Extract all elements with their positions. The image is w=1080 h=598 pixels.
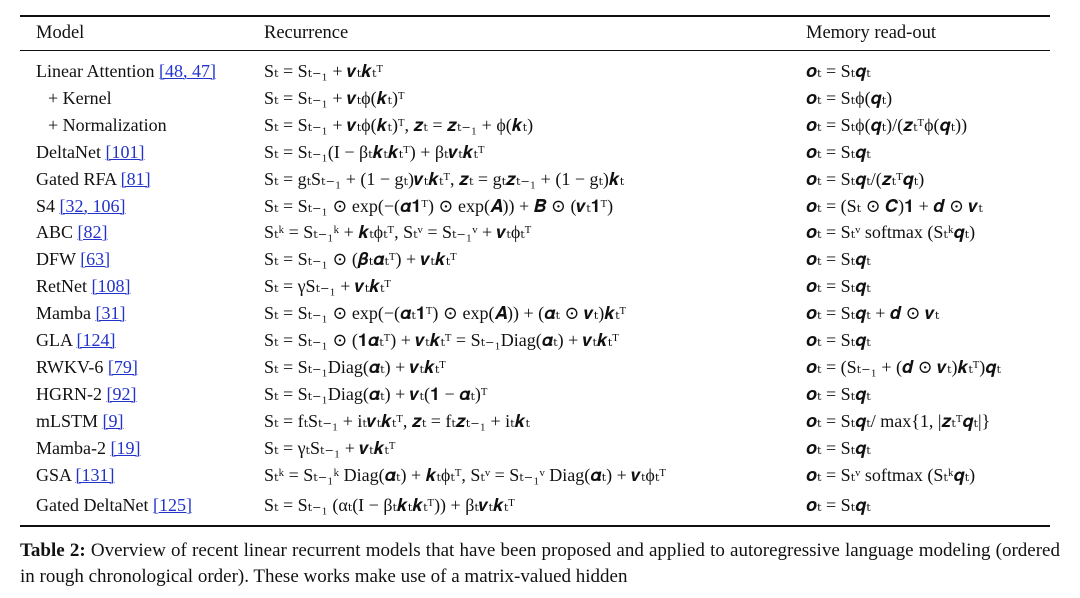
citation-link[interactable]: [101]	[105, 141, 145, 162]
citation-link[interactable]: [131]	[75, 464, 115, 485]
model-cell	[36, 85, 112, 111]
readout-cell: 𝒐ₜ = (Sₜ ⊙ 𝑪)𝟏 + 𝒅 ⊙ 𝒗ₜ	[806, 195, 983, 216]
readout-cell: 𝒐ₜ = Sₜ𝒒ₜ	[806, 330, 871, 350]
table-caption	[20, 538, 1060, 590]
citation-link[interactable]: [79]	[107, 356, 138, 377]
model-name: DeltaNet	[36, 141, 101, 162]
citation-link[interactable]: [19]	[110, 437, 141, 458]
table-row	[20, 58, 1050, 84]
table-row	[20, 408, 1050, 434]
recurrence-cell: Sₜ = Sₜ₋₁ ⊙ exp(−(𝜶ₜ𝟏ᵀ) ⊙ exp(𝑨)) + (𝜶ₜ ⊙ 𝒗ₜ)𝒌ₜᵀ	[264, 303, 627, 324]
citation-link[interactable]: [32, 106]	[59, 195, 126, 216]
model-cell	[36, 112, 167, 138]
table-row	[20, 381, 1050, 407]
model-name: HGRN-2	[36, 383, 102, 404]
model-name: mLSTM	[36, 410, 99, 431]
model-name: Linear Attention	[36, 61, 155, 81]
table-row	[20, 193, 1050, 219]
model-name: + Kernel	[48, 87, 112, 108]
citation-link[interactable]: [48, 47]	[158, 61, 216, 81]
model-name: Gated DeltaNet	[36, 495, 149, 516]
recurrence-cell: Sₜ = fₜSₜ₋₁ + iₜ𝒗ₜ𝒌ₜᵀ, 𝒛ₜ = fₜ𝒛ₜ₋₁ + iₜ𝒌ₜ	[264, 410, 530, 431]
recurrence-cell: Sₜᵏ = Sₜ₋₁ᵏ + 𝒌ₜϕₜᵀ, Sₜᵛ = Sₜ₋₁ᵛ + 𝒗ₜϕₜᵀ	[264, 222, 532, 243]
recurrence-cell: Sₜ = Sₜ₋₁ + 𝒗ₜϕ(𝒌ₜ)ᵀ, 𝒛ₜ = 𝒛ₜ₋₁ + ϕ(𝒌ₜ)	[264, 114, 534, 135]
readout-cell: 𝒐ₜ = (Sₜ₋₁ + (𝒅 ⊙ 𝒗ₜ)𝒌ₜᵀ)𝒒ₜ	[806, 356, 1001, 377]
recurrence-cell: Sₜ = gₜSₜ₋₁ + (1 − gₜ)𝒗ₜ𝒌ₜᵀ, 𝒛ₜ = gₜ𝒛ₜ₋₁ + (1 − gₜ)𝒌ₜ	[264, 168, 625, 189]
model-cell	[36, 327, 116, 353]
readout-cell: 𝒐ₜ = Sₜ𝒒ₜ/(𝒛ₜᵀ𝒒ₜ)	[806, 168, 925, 189]
table-row	[20, 435, 1050, 461]
model-name: GLA	[36, 330, 72, 350]
model-cell	[36, 193, 126, 219]
readout-cell: 𝒐ₜ = Sₜ𝒒ₜ	[806, 61, 871, 81]
citation-link[interactable]: [125]	[152, 495, 192, 516]
model-name: DFW	[36, 249, 76, 270]
citation-link[interactable]: [81]	[120, 168, 151, 189]
readout-cell: 𝒐ₜ = Sₜ𝒒ₜ	[806, 495, 871, 516]
citation-link[interactable]: [31]	[95, 303, 126, 324]
model-name: S4	[36, 195, 56, 216]
readout-cell: 𝒐ₜ = Sₜ𝒒ₜ + 𝒅 ⊙ 𝒗ₜ	[806, 303, 940, 324]
model-cell	[36, 435, 140, 461]
readout-cell: 𝒐ₜ = Sₜ𝒒ₜ	[806, 141, 871, 162]
recurrence-cell: Sₜ = γₜSₜ₋₁ + 𝒗ₜ𝒌ₜᵀ	[264, 437, 396, 458]
model-cell	[36, 492, 192, 518]
model-name: Mamba	[36, 303, 91, 324]
model-cell	[36, 58, 216, 84]
model-cell	[36, 408, 124, 434]
recurrence-cell: Sₜ = Sₜ₋₁ + 𝒗ₜϕ(𝒌ₜ)ᵀ	[264, 87, 405, 108]
header-recurrence: Recurrence	[264, 23, 349, 43]
readout-cell: 𝒐ₜ = Sₜϕ(𝒒ₜ)/(𝒛ₜᵀϕ(𝒒ₜ))	[806, 114, 968, 135]
header-rule	[20, 50, 1050, 51]
model-name: RWKV-6	[36, 356, 104, 377]
readout-cell: 𝒐ₜ = Sₜϕ(𝒒ₜ)	[806, 87, 893, 108]
readout-cell: 𝒐ₜ = Sₜᵛ softmax (Sₜᵏ𝒒ₜ)	[806, 222, 976, 243]
model-name: + Normalization	[48, 114, 167, 135]
model-cell	[36, 381, 137, 407]
model-cell	[36, 246, 110, 272]
table-row	[20, 354, 1050, 380]
recurrence-cell: Sₜᵏ = Sₜ₋₁ᵏ Diag(𝜶ₜ) + 𝒌ₜϕₜᵀ, Sₜᵛ = Sₜ₋₁ᵛ Diag(𝜶ₜ) + 𝒗ₜϕₜᵀ	[264, 464, 666, 485]
recurrence-cell: Sₜ = Sₜ₋₁(I − βₜ𝒌ₜ𝒌ₜᵀ) + βₜ𝒗ₜ𝒌ₜᵀ	[264, 141, 485, 162]
recurrence-cell: Sₜ = Sₜ₋₁Diag(𝜶ₜ) + 𝒗ₜ𝒌ₜᵀ	[264, 356, 446, 377]
model-name: Mamba-2	[36, 437, 106, 458]
bottom-rule	[20, 525, 1050, 527]
top-rule	[20, 15, 1050, 17]
model-cell	[36, 354, 138, 380]
recurrence-cell: Sₜ = γSₜ₋₁ + 𝒗ₜ𝒌ₜᵀ	[264, 276, 391, 297]
recurrence-cell: Sₜ = Sₜ₋₁ + 𝒗ₜ𝒌ₜᵀ	[264, 61, 384, 81]
citation-link[interactable]: [63]	[80, 249, 111, 270]
table-row	[20, 112, 1050, 138]
recurrence-cell: Sₜ = Sₜ₋₁ ⊙ (𝟏𝜶ₜᵀ) + 𝒗ₜ𝒌ₜᵀ = Sₜ₋₁Diag(𝜶ₜ) + 𝒗ₜ𝒌ₜᵀ	[264, 330, 619, 350]
model-cell	[36, 462, 115, 488]
citation-link[interactable]: [82]	[77, 222, 108, 243]
table-row	[20, 246, 1050, 272]
table-row	[20, 462, 1050, 488]
model-cell	[36, 273, 131, 299]
citation-link[interactable]: [9]	[102, 410, 124, 431]
recurrence-cell: Sₜ = Sₜ₋₁ ⊙ exp(−(𝜶𝟏ᵀ) ⊙ exp(𝑨)) + 𝑩 ⊙ (𝒗ₜ𝟏ᵀ)	[264, 195, 614, 216]
table-row	[20, 492, 1050, 518]
model-cell	[36, 300, 125, 326]
recurrence-cell: Sₜ = Sₜ₋₁ ⊙ (𝜷ₜ𝜶ₜᵀ) + 𝒗ₜ𝒌ₜᵀ	[264, 249, 457, 270]
table-row	[20, 166, 1050, 192]
readout-cell: 𝒐ₜ = Sₜ𝒒ₜ/ max{1, |𝒛ₜᵀ𝒒ₜ|}	[806, 410, 991, 431]
table-row	[20, 273, 1050, 299]
caption-label: Table 2:	[20, 540, 86, 561]
model-cell	[36, 219, 108, 245]
model-name: Gated RFA	[36, 168, 117, 189]
readout-cell: 𝒐ₜ = Sₜᵛ softmax (Sₜᵏ𝒒ₜ)	[806, 464, 976, 485]
citation-link[interactable]: [92]	[106, 383, 137, 404]
caption-text: Overview of recent linear recurrent models that have been proposed and applied to autoregressive language modeling (ordered in rough chronological order). These works make use of a matrix-valued hidden	[20, 540, 1060, 587]
table-row	[20, 139, 1050, 165]
model-name: GSA	[36, 464, 72, 485]
citation-link[interactable]: [124]	[76, 330, 116, 350]
table-row	[20, 85, 1050, 111]
readout-cell: 𝒐ₜ = Sₜ𝒒ₜ	[806, 437, 871, 458]
model-name: RetNet	[36, 276, 87, 297]
recurrence-cell: Sₜ = Sₜ₋₁Diag(𝜶ₜ) + 𝒗ₜ(𝟏 − 𝜶ₜ)ᵀ	[264, 383, 488, 404]
header-model: Model	[36, 23, 85, 43]
table-row	[20, 327, 1050, 353]
table-row	[20, 300, 1050, 326]
model-cell	[36, 139, 144, 165]
model-cell	[36, 166, 151, 192]
header-readout: Memory read-out	[806, 23, 936, 43]
citation-link[interactable]: [108]	[91, 276, 131, 297]
readout-cell: 𝒐ₜ = Sₜ𝒒ₜ	[806, 276, 871, 297]
recurrence-cell: Sₜ = Sₜ₋₁ (αₜ(I − βₜ𝒌ₜ𝒌ₜᵀ)) + βₜ𝒗ₜ𝒌ₜᵀ	[264, 495, 515, 516]
table-row	[20, 219, 1050, 245]
model-name: ABC	[36, 222, 74, 243]
readout-cell: 𝒐ₜ = Sₜ𝒒ₜ	[806, 383, 871, 404]
readout-cell: 𝒐ₜ = Sₜ𝒒ₜ	[806, 249, 871, 270]
